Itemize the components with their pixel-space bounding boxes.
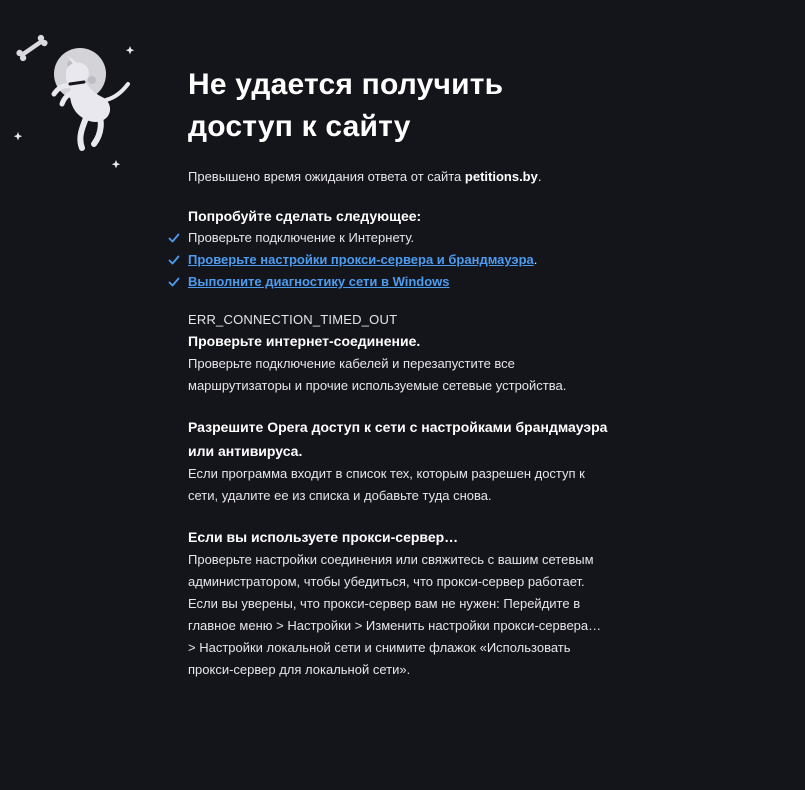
site-name: petitions.by bbox=[464, 169, 538, 184]
section-body: Проверьте подключение кабелей и перезапустите все маршрутизаторы и прочие используемые сетевые устройства. bbox=[188, 356, 567, 393]
help-section-firewall bbox=[188, 415, 608, 507]
section-title: Если вы используете прокси-сервер… bbox=[188, 529, 459, 545]
proxy-firewall-settings-link[interactable]: Проверьте настройки прокси-сервера и брандмауэра bbox=[188, 252, 534, 267]
dog-with-bone-icon bbox=[8, 26, 148, 176]
error-illustration bbox=[8, 26, 148, 176]
suggestions-list bbox=[188, 227, 608, 293]
error-code: ERR_CONNECTION_TIMED_OUT bbox=[188, 312, 398, 327]
suggestion-item bbox=[188, 227, 608, 249]
suggestion-suffix: . bbox=[533, 252, 538, 267]
section-title: Разрешите Opera доступ к сети с настройками брандмауэра или антивируса. bbox=[188, 419, 608, 459]
page-title: Не удается получить доступ к сайту bbox=[188, 68, 504, 143]
help-section-connection bbox=[188, 329, 608, 397]
bone-icon bbox=[15, 34, 49, 63]
summary-suffix: . bbox=[537, 169, 542, 184]
error-summary bbox=[188, 168, 608, 186]
summary-prefix: Превышено время ожидания ответа от сайта bbox=[188, 169, 465, 184]
section-title: Проверьте интернет-соединение. bbox=[188, 333, 421, 349]
section-body: Если программа входит в список тех, которым разрешен доступ к сети, удалите ее из списка и добавьте туда снова. bbox=[188, 466, 585, 503]
windows-network-diagnostics-link[interactable]: Выполните диагностику сети в Windows bbox=[188, 274, 450, 289]
suggestion-text: Проверьте подключение к Интернету. bbox=[188, 230, 415, 245]
suggestions-heading: Попробуйте сделать следующее: bbox=[188, 208, 422, 224]
checkmark-icon bbox=[168, 276, 180, 288]
help-section-proxy bbox=[188, 525, 608, 681]
checkmark-icon bbox=[168, 232, 180, 244]
section-body: Проверьте настройки соединения или свяжитесь с вашим сетевым администратором, чтобы убедиться, что прокси-сервер работает. Если вы уверены, что прокси-сервер вам не нужен: Перейдите в главное меню > Настройки > Изменить настройки прокси-сервера… > Настройки локальной сети и снимите флажок «Использовать прокси-сервер для локальной сети». bbox=[188, 552, 602, 677]
checkmark-icon bbox=[168, 254, 180, 266]
suggestion-item bbox=[188, 249, 608, 271]
suggestion-item bbox=[188, 271, 608, 293]
error-content bbox=[188, 64, 608, 681]
